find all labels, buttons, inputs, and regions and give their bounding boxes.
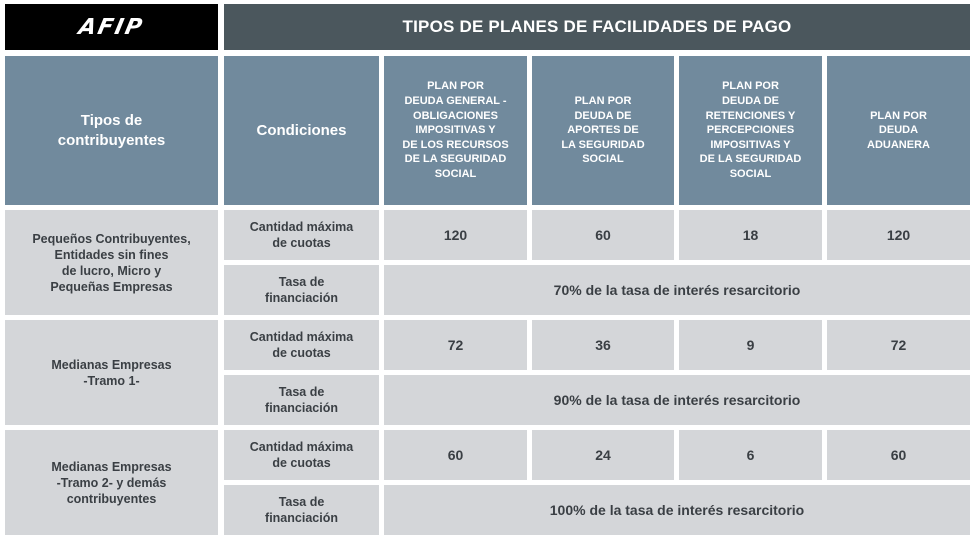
label-max-installments: Cantidad máxima de cuotas bbox=[224, 210, 379, 260]
installments-value: 120 bbox=[827, 210, 970, 260]
label-financing-rate: Tasa de financiación bbox=[224, 265, 379, 315]
financing-rate-value: 70% de la tasa de interés resarcitorio bbox=[384, 265, 970, 315]
header-plan-aduanera: PLAN POR DEUDA ADUANERA bbox=[827, 56, 970, 205]
installments-value: 60 bbox=[532, 210, 674, 260]
header-plan-retenciones: PLAN POR DEUDA DE RETENCIONES Y PERCEPCIONES IMPOSITIVAS Y DE LA SEGURIDAD SOCIAL bbox=[679, 56, 822, 205]
group-name-medianas-tramo-1: Medianas Empresas -Tramo 1- bbox=[5, 320, 218, 425]
group-name-pequenos: Pequeños Contribuyentes, Entidades sin fines de lucro, Micro y Pequeñas Empresas bbox=[5, 210, 218, 315]
installments-value: 72 bbox=[384, 320, 527, 370]
installments-value: 120 bbox=[384, 210, 527, 260]
financing-rate-value: 100% de la tasa de interés resarcitorio bbox=[384, 485, 970, 535]
installments-value: 24 bbox=[532, 430, 674, 480]
installments-value: 36 bbox=[532, 320, 674, 370]
label-financing-rate: Tasa de financiación bbox=[224, 485, 379, 535]
installments-value: 18 bbox=[679, 210, 822, 260]
logo-text: AFIP bbox=[76, 14, 147, 40]
installments-value: 9 bbox=[679, 320, 822, 370]
header-conditions: Condiciones bbox=[224, 56, 379, 205]
financing-rate-value: 90% de la tasa de interés resarcitorio bbox=[384, 375, 970, 425]
header-contributor-types: Tipos de contribuyentes bbox=[5, 56, 218, 205]
installments-value: 72 bbox=[827, 320, 970, 370]
label-max-installments: Cantidad máxima de cuotas bbox=[224, 430, 379, 480]
header-plan-aportes: PLAN POR DEUDA DE APORTES DE LA SEGURIDAD SOCIAL bbox=[532, 56, 674, 205]
group-name-medianas-tramo-2: Medianas Empresas -Tramo 2- y demás contribuyentes bbox=[5, 430, 218, 535]
header-plan-general: PLAN POR DEUDA GENERAL - OBLIGACIONES IMPOSITIVAS Y DE LOS RECURSOS DE LA SEGURIDAD SOCIAL bbox=[384, 56, 527, 205]
label-max-installments: Cantidad máxima de cuotas bbox=[224, 320, 379, 370]
installments-value: 6 bbox=[679, 430, 822, 480]
afip-logo bbox=[5, 4, 218, 50]
label-financing-rate: Tasa de financiación bbox=[224, 375, 379, 425]
installments-value: 60 bbox=[384, 430, 527, 480]
page-title: TIPOS DE PLANES DE FACILIDADES DE PAGO bbox=[224, 4, 970, 50]
installments-value: 60 bbox=[827, 430, 970, 480]
